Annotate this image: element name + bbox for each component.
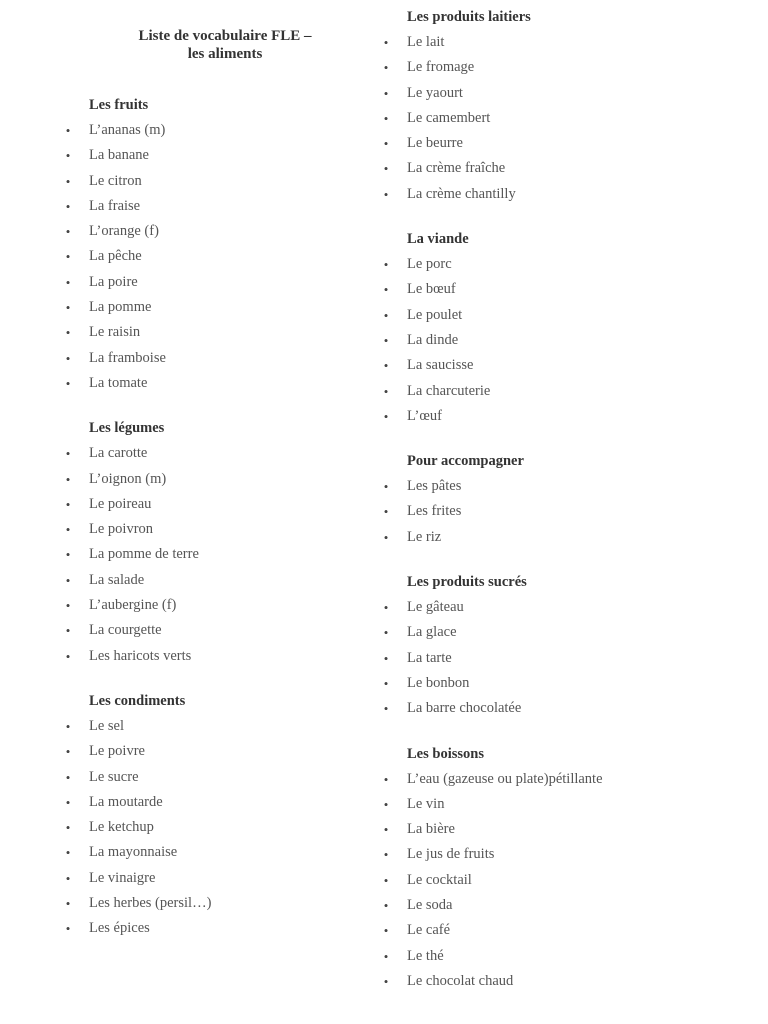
bullet-icon: • <box>383 479 389 495</box>
list-item <box>382 156 762 181</box>
list-item-text: Le poulet <box>407 306 463 323</box>
bullet-icon: • <box>383 973 389 989</box>
list-item-text: Le sel <box>89 717 125 734</box>
list-item <box>382 646 762 671</box>
list-item-text: La dinde <box>407 331 459 348</box>
list-item-text: Le lait <box>407 34 445 50</box>
list-item <box>382 55 762 80</box>
bullet-icon: • <box>383 822 389 838</box>
bullet-icon: • <box>383 332 389 348</box>
list-item <box>64 295 364 320</box>
list-item <box>64 866 364 891</box>
list-item <box>64 916 364 941</box>
bullet-icon: • <box>383 307 389 323</box>
section-heading: Les produits laitiers <box>407 9 531 25</box>
list-item <box>64 568 364 593</box>
list-item-text: La mayonnaise <box>89 844 178 861</box>
left-column <box>64 96 364 965</box>
list-item-text: Le cocktail <box>407 871 472 888</box>
bullet-icon: • <box>383 847 389 863</box>
list-item <box>64 593 364 618</box>
list-item-text: Les frites <box>407 503 462 520</box>
list-item <box>64 441 364 466</box>
bullet-icon: • <box>65 870 71 886</box>
list-item <box>382 525 762 550</box>
list-item <box>64 143 364 168</box>
bullet-icon: • <box>65 198 71 214</box>
list-item-text: Le riz <box>407 528 442 545</box>
list-item <box>382 969 762 994</box>
list-item <box>64 618 364 643</box>
list-item <box>382 842 762 867</box>
bullet-icon: • <box>383 796 389 812</box>
list-item <box>64 790 364 815</box>
list-item <box>382 474 762 499</box>
list-item-text: Les herbes (persil…) <box>89 895 212 912</box>
list-item <box>382 696 762 721</box>
list-item <box>382 918 762 943</box>
list-item-text: Les épices <box>89 920 150 937</box>
bullet-icon: • <box>65 547 71 563</box>
bullet-icon: • <box>383 948 389 964</box>
list-item <box>382 817 762 842</box>
list-item <box>64 891 364 916</box>
page-title-line-2: les aliments <box>187 46 263 62</box>
list-item <box>382 404 762 429</box>
list-item <box>64 467 364 492</box>
list-item <box>382 944 762 969</box>
bullet-icon: • <box>65 522 71 538</box>
bullet-icon: • <box>383 408 389 424</box>
list-item-text: Le bœuf <box>407 281 456 298</box>
section-la-viande <box>382 230 762 429</box>
list-item <box>64 644 364 669</box>
list-item-text: Le ketchup <box>89 819 154 836</box>
list-item-text: Le jus de fruits <box>407 846 495 863</box>
bullet-icon: • <box>65 623 71 639</box>
bullet-icon: • <box>65 350 71 366</box>
bullet-icon: • <box>65 496 71 512</box>
list-item-text: L’oignon (m) <box>89 470 167 487</box>
list-item-text: Le beurre <box>407 135 463 152</box>
list-item <box>64 169 364 194</box>
list-item-text: Le poireau <box>89 495 152 512</box>
list-item-text: La poire <box>89 273 138 290</box>
section-les-condiments <box>64 692 364 942</box>
bullet-icon: • <box>65 471 71 487</box>
list-item-text: L’aubergine (f) <box>89 597 177 614</box>
list-item-text: La charcuterie <box>407 382 491 399</box>
list-item-text: Les haricots verts <box>89 647 192 664</box>
list-item-text: La carotte <box>89 445 148 462</box>
bullet-icon: • <box>383 872 389 888</box>
list-item-text: La pomme <box>89 299 152 316</box>
list-item <box>382 353 762 378</box>
bullet-icon: • <box>383 85 389 101</box>
list-item <box>64 118 364 143</box>
list-item <box>382 328 762 353</box>
list-item <box>64 270 364 295</box>
bullet-icon: • <box>383 701 389 717</box>
list-item-text: La tarte <box>407 649 452 666</box>
bullet-icon: • <box>383 282 389 298</box>
list-item-text: Le sucre <box>89 768 139 785</box>
list-item-text: Le porc <box>407 256 452 273</box>
section-heading: Les produits sucrés <box>407 574 527 591</box>
bullet-icon: • <box>383 110 389 126</box>
bullet-icon: • <box>383 898 389 914</box>
bullet-icon: • <box>383 60 389 76</box>
bullet-icon: • <box>383 257 389 273</box>
bullet-icon: • <box>65 744 71 760</box>
section-les-legumes <box>64 419 364 669</box>
page-title <box>100 27 350 63</box>
list-item-text: La saucisse <box>407 357 474 374</box>
section-heading: Pour accompagner <box>407 453 524 470</box>
list-item <box>382 277 762 302</box>
list-item-text: L’œuf <box>407 407 442 424</box>
list-item <box>64 714 364 739</box>
list-item <box>64 765 364 790</box>
bullet-icon: • <box>65 921 71 937</box>
list-item-text: Le raisin <box>89 324 141 341</box>
bullet-icon: • <box>65 375 71 391</box>
section-heading: Les légumes <box>89 420 165 437</box>
list-item <box>382 106 762 131</box>
bullet-icon: • <box>383 650 389 666</box>
bullet-icon: • <box>65 572 71 588</box>
bullet-icon: • <box>65 446 71 462</box>
list-item <box>64 320 364 345</box>
bullet-icon: • <box>65 249 71 265</box>
list-item-text: Le chocolat chaud <box>407 972 514 989</box>
list-item <box>382 379 762 404</box>
list-item <box>382 81 762 106</box>
list-item-text: La fraise <box>89 197 141 214</box>
bullet-icon: • <box>65 224 71 240</box>
list-item-text: La moutarde <box>89 793 163 810</box>
list-item-text: Le gâteau <box>407 599 464 616</box>
bullet-icon: • <box>383 923 389 939</box>
list-item-text: L’ananas (m) <box>89 122 166 138</box>
list-item-text: Le bonbon <box>407 674 470 691</box>
list-item <box>382 671 762 696</box>
bullet-icon: • <box>383 771 389 787</box>
bullet-icon: • <box>383 383 389 399</box>
bullet-icon: • <box>383 35 389 50</box>
section-heading: Les boissons <box>407 745 484 762</box>
bullet-icon: • <box>65 820 71 836</box>
list-item <box>64 244 364 269</box>
bullet-icon: • <box>383 161 389 177</box>
list-item-text: La glace <box>407 624 457 641</box>
list-item-text: Le poivron <box>89 521 154 538</box>
bullet-icon: • <box>65 598 71 614</box>
bullet-icon: • <box>65 896 71 912</box>
list-item <box>64 542 364 567</box>
list-item <box>382 893 762 918</box>
list-item <box>382 30 762 55</box>
list-item-text: La crème chantilly <box>407 185 516 202</box>
bullet-icon: • <box>65 300 71 316</box>
bullet-icon: • <box>65 769 71 785</box>
list-item-text: La pêche <box>89 248 142 265</box>
list-item <box>382 620 762 645</box>
list-item-text: Le citron <box>89 172 142 189</box>
bullet-icon: • <box>383 675 389 691</box>
list-item-text: La salade <box>89 571 145 588</box>
list-item-text: Le fromage <box>407 59 475 76</box>
bullet-icon: • <box>383 186 389 202</box>
list-item-text: Le vinaigre <box>89 869 156 886</box>
section-les-produits-sucres <box>382 573 762 721</box>
list-item <box>382 252 762 277</box>
list-item <box>382 792 762 817</box>
list-item <box>64 739 364 764</box>
section-heading: Les fruits <box>89 97 149 113</box>
bullet-icon: • <box>383 600 389 616</box>
page-title-line-1: Liste de vocabulaire FLE – <box>138 28 312 44</box>
list-item-text: Le vin <box>407 795 445 812</box>
list-item <box>382 767 762 792</box>
list-item <box>382 182 762 207</box>
bullet-icon: • <box>65 123 71 138</box>
list-item <box>64 219 364 244</box>
list-item <box>64 346 364 371</box>
list-item <box>382 303 762 328</box>
list-item <box>64 492 364 517</box>
list-item-text: La bière <box>407 821 455 838</box>
bullet-icon: • <box>65 173 71 189</box>
bullet-icon: • <box>383 136 389 152</box>
list-item <box>64 815 364 840</box>
bullet-icon: • <box>383 625 389 641</box>
list-item-text: L’orange (f) <box>89 223 159 240</box>
bullet-icon: • <box>65 274 71 290</box>
section-heading: La viande <box>407 231 469 248</box>
list-item-text: La pomme de terre <box>89 546 199 563</box>
list-item-text: La crème fraîche <box>407 160 506 177</box>
bullet-icon: • <box>383 504 389 520</box>
list-item-text: La tomate <box>89 374 148 391</box>
right-column <box>382 8 762 1017</box>
list-item <box>382 131 762 156</box>
list-item <box>64 194 364 219</box>
bullet-icon: • <box>65 794 71 810</box>
section-heading: Les condiments <box>89 692 186 709</box>
list-item <box>64 840 364 865</box>
section-les-produits-laitiers <box>382 8 762 207</box>
list-item-text: Le soda <box>407 897 453 914</box>
list-item-text: Le yaourt <box>407 84 463 101</box>
bullet-icon: • <box>65 325 71 341</box>
list-item <box>64 517 364 542</box>
bullet-icon: • <box>65 718 71 734</box>
list-item-text: Les pâtes <box>407 478 462 495</box>
list-item-text: La banane <box>89 147 149 164</box>
bullet-icon: • <box>65 845 71 861</box>
list-item-text: La barre chocolatée <box>407 700 522 717</box>
list-item <box>382 868 762 893</box>
section-pour-accompagner <box>382 452 762 550</box>
bullet-icon: • <box>65 148 71 164</box>
list-item-text: La framboise <box>89 349 166 366</box>
section-les-boissons <box>382 745 762 995</box>
list-item-text: La courgette <box>89 622 162 639</box>
bullet-icon: • <box>383 529 389 545</box>
list-item <box>382 499 762 524</box>
list-item <box>64 371 364 396</box>
section-les-fruits <box>64 96 364 396</box>
list-item-text: Le thé <box>407 947 444 964</box>
list-item-text: Le poivre <box>89 743 145 760</box>
list-item-text: L’eau (gazeuse ou plate)pétillante <box>407 770 603 787</box>
list-item-text: Le café <box>407 922 451 939</box>
list-item-text: Le camembert <box>407 109 491 126</box>
bullet-icon: • <box>383 358 389 374</box>
list-item <box>382 595 762 620</box>
bullet-icon: • <box>65 648 71 664</box>
